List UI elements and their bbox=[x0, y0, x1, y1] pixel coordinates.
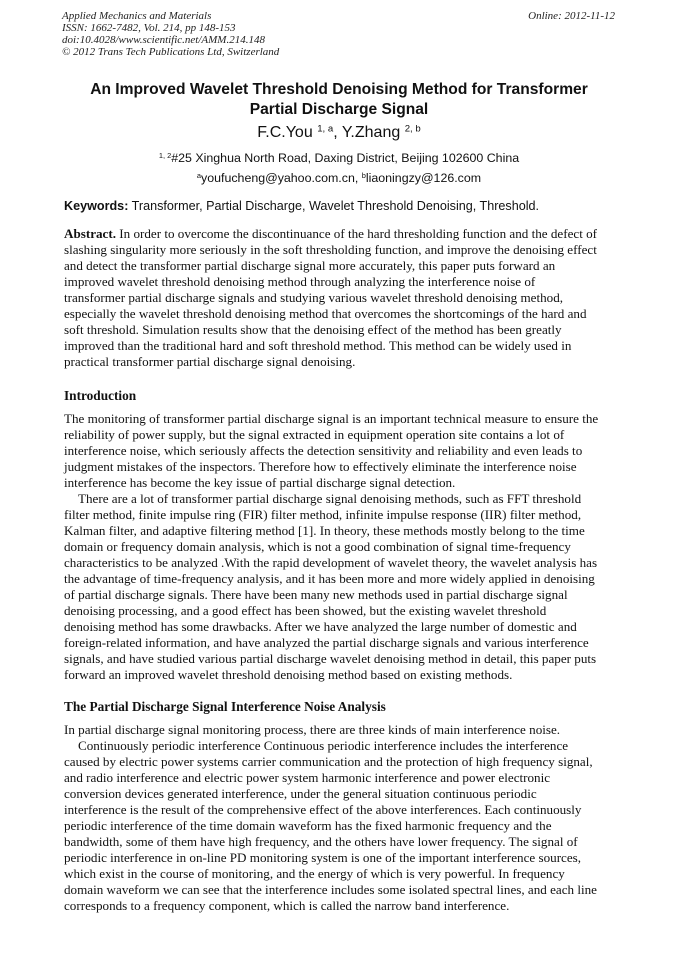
email-link[interactable]: youfucheng@yahoo.com.cn bbox=[201, 171, 355, 185]
body-line: forward an improved wavelet threshold denoising method based on existing methods. bbox=[64, 667, 513, 682]
author-name: F.C.You bbox=[257, 124, 313, 141]
author-name: Y.Zhang bbox=[341, 124, 401, 141]
author-separator: , bbox=[333, 124, 342, 141]
abstract-line: especially the wavelet threshold denoising method that overcomes the shortcomings of the hard and bbox=[64, 306, 587, 321]
doi-link[interactable]: doi:10.4028/www.scientific.net/AMM.214.148 bbox=[62, 34, 265, 46]
section-heading-introduction: Introduction bbox=[64, 388, 137, 403]
abstract-line: improved than the traditional hard and soft threshold method. This method can be widely used in bbox=[64, 338, 572, 353]
body-line: periodic interference of the time domain waveform has the fixed harmonic frequency and the bbox=[64, 818, 552, 833]
abstract-line: improved wavelet threshold denoising method through analyzing the interference noise of bbox=[64, 274, 536, 289]
abstract-line: soft threshold. Simulation results show that the denoising effect of the method has been greatly bbox=[64, 322, 562, 337]
body-line: caused by electric power systems carrier communication and the protection of high frequency signal, bbox=[64, 754, 593, 769]
body-line: corresponds to a frequency component, which is called the narrow band interference. bbox=[64, 898, 510, 913]
author-list bbox=[40, 123, 638, 143]
issn-line: ISSN: 1662-7482, Vol. 214, pp 148-153 bbox=[62, 22, 236, 34]
body-line: judgment mistakes of the inspectors. Therefore how to effectively eliminate the interference noise bbox=[64, 459, 577, 474]
body-line: signals, and have studied various partial discharge wavelet denoising method in detail, this paper puts bbox=[64, 651, 597, 666]
author-emails bbox=[40, 170, 638, 186]
keywords-label: Keywords: bbox=[64, 199, 129, 213]
copyright-line: © 2012 Trans Tech Publications Ltd, Switzerland bbox=[62, 46, 280, 58]
introduction-body bbox=[64, 411, 615, 683]
body-line: interference noise, which seriously affects the detection sensitivity and reliability and even leads to bbox=[64, 443, 583, 458]
abstract-line: and detect the transformer partial discharge signal more accurately, this paper puts forward an bbox=[64, 258, 556, 273]
abstract-line: practical transformer partial discharge signal denoising. bbox=[64, 354, 356, 369]
abstract-line: transformer partial discharge signals and studying various wavelet threshold denoising method, bbox=[64, 290, 564, 305]
body-line: which exist in the course of monitoring, and the energy of which is very powerful. In frequency bbox=[64, 866, 565, 881]
title-line-2: Partial Discharge Signal bbox=[249, 101, 429, 118]
body-line: There are a lot of transformer partial discharge signal denoising methods, such as FFT threshold bbox=[78, 491, 582, 506]
title-line-1: An Improved Wavelet Threshold Denoising Method for Transformer bbox=[90, 81, 588, 98]
body-line: domain or frequency domain analysis, which is not a good combination of signal time-frequency bbox=[64, 539, 571, 554]
body-line: characteristics to be analyzed .With the rapid development of wavelet theory, the wavelet analysis has bbox=[64, 555, 598, 570]
affiliation bbox=[40, 150, 638, 166]
body-line: bandwidth, some of them have high frequency, and the others have lower frequency. The signal of bbox=[64, 834, 578, 849]
abstract bbox=[64, 226, 615, 370]
body-line: denoising method has some drawbacks. After we have analyzed the large number of domestic and bbox=[64, 619, 577, 634]
body-line: reliability of power supply, but the signal extracted in equipment operation site contains a lot of bbox=[64, 427, 565, 442]
body-line: denoising processing, and a good effect has been showed, but the existing wavelet threshold bbox=[64, 603, 547, 618]
keywords bbox=[64, 198, 615, 214]
email-superscript: a bbox=[196, 170, 202, 180]
abstract-label: Abstract. bbox=[64, 226, 116, 241]
email-separator: , bbox=[354, 171, 362, 185]
body-line: periodic interference in on-line PD monitoring system is one of the important interference sources, bbox=[64, 850, 582, 865]
body-line: interference has become the key issue of partial discharge signal detection. bbox=[64, 475, 456, 490]
body-line: filter method, finite impulse ring (FIR) filter method, infinite impulse response (IIR) filter method, bbox=[64, 507, 582, 522]
affiliation-superscript: 1, 2 bbox=[158, 150, 172, 160]
abstract-line: slashing singularity more seriously in the soft thresholding function, and improve the denoising effect bbox=[64, 242, 597, 257]
section-heading-noise-analysis: The Partial Discharge Signal Interference Noise Analysis bbox=[64, 699, 386, 714]
author-superscript: 2, b bbox=[404, 123, 421, 135]
keywords-text: Transformer, Partial Discharge, Wavelet Threshold Denoising, Threshold. bbox=[128, 199, 540, 213]
body-line: and radio interference and electric power system harmonic interference and power electronic bbox=[64, 770, 551, 785]
author-superscript: 1, a bbox=[317, 123, 334, 135]
email-superscript: b bbox=[361, 170, 366, 180]
affiliation-text: #25 Xinghua North Road, Daxing District, Beijing 102600 China bbox=[171, 151, 520, 165]
body-line: The monitoring of transformer partial discharge signal is an important technical measure to ensure the bbox=[64, 411, 599, 426]
body-line: of partial discharge signals. There have been many new methods used in partial discharge signal bbox=[64, 587, 568, 602]
body-line: In partial discharge signal monitoring process, there are three kinds of main interference noise. bbox=[64, 722, 561, 737]
body-line: conversion devices generated interference, under the general situation continuous periodic bbox=[64, 786, 537, 801]
body-line: interference is the result of the comprehensive effect of the above interferences. Each continuously bbox=[64, 802, 582, 817]
journal-name: Applied Mechanics and Materials bbox=[62, 10, 212, 22]
body-line: domain waveform we can see that the interference includes some isolated spectral lines, and each line bbox=[64, 882, 597, 897]
body-line: Continuously periodic interference Continuous periodic interference includes the interference bbox=[78, 738, 569, 753]
body-line: foreign-related information, and have analyzed the partial discharge signals and various interference bbox=[64, 635, 589, 650]
journal-header bbox=[62, 10, 615, 58]
abstract-line: Abstract. In order to overcome the discontinuance of the hard thresholding function and the defect of bbox=[64, 226, 598, 241]
paper-title bbox=[40, 80, 638, 120]
body-line: the advantage of time-frequency analysis, and it has been more and more widely applied in denoising bbox=[64, 571, 595, 586]
email-link[interactable]: liaoningzy@126.com bbox=[365, 171, 482, 185]
noise-analysis-body bbox=[64, 722, 615, 914]
online-date: Online: 2012-11-12 bbox=[528, 10, 615, 22]
body-line: Kalman filter, and adaptive filtering method [1]. In theory, these methods mostly belong to the time bbox=[64, 523, 585, 538]
